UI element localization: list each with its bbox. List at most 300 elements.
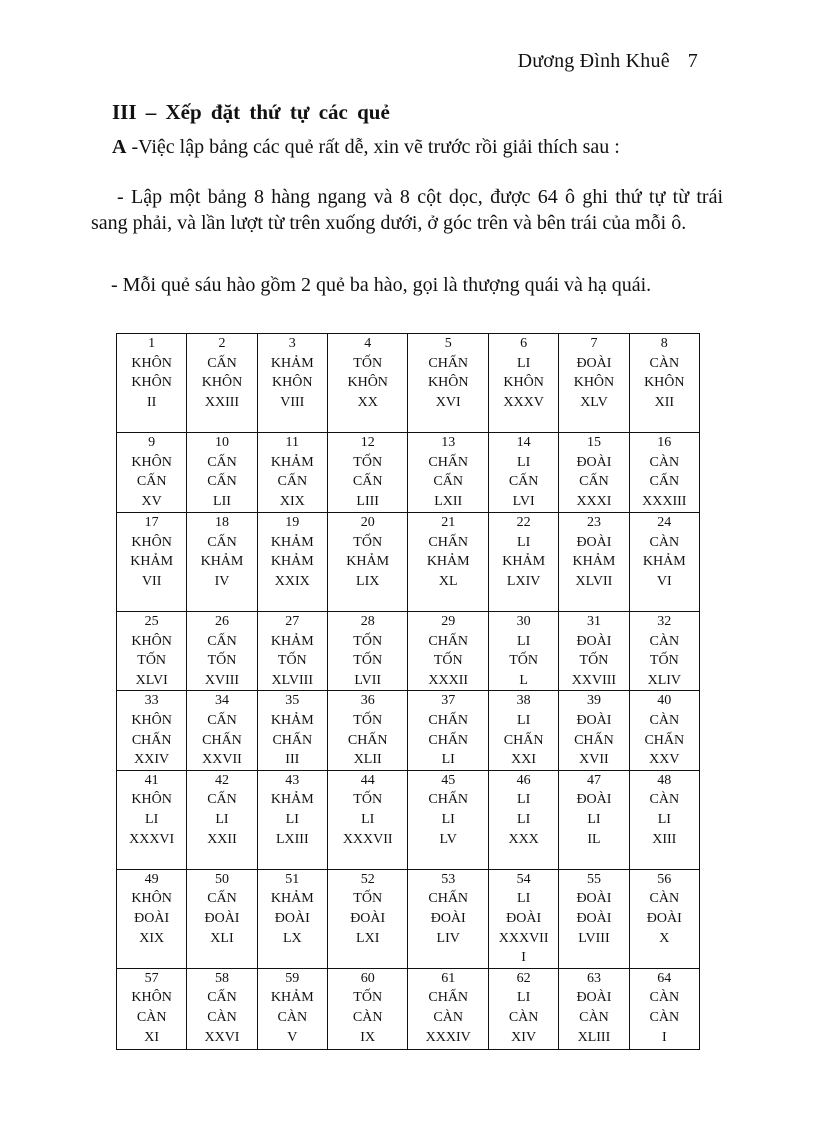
cell-number: 31 [586,614,601,629]
cell-number: 28 [360,614,375,629]
lower-trigram: ĐOÀI [576,910,612,926]
hexagram-cell [187,869,257,968]
upper-trigram: CÀN [649,792,680,808]
hexagram-numeral: IL [587,831,601,847]
lower-trigram: CHẤN [272,732,313,748]
cell-number: 1 [148,336,156,351]
hexagram-numeral: X [659,930,670,946]
hexagram-cell [117,612,187,691]
hexagram-cell [117,334,187,433]
cell-number: 35 [285,693,300,709]
cell-number: 34 [214,693,229,709]
hexagram-cell [408,968,489,1049]
upper-trigram: TỐN [353,891,383,907]
lower-trigram: KHÔN [644,375,685,391]
lower-trigram: TỐN [509,653,539,669]
hexagram-numeral: XX [357,394,378,410]
upper-trigram: KHẢM [270,534,314,550]
hexagram-cell [117,513,187,612]
cell-number: 4 [364,336,372,351]
hexagram-cell [327,513,408,612]
upper-trigram: CHẤN [428,454,469,470]
hexagram-cell [187,612,257,691]
lower-trigram: ĐOÀI [430,910,466,926]
hexagram-cell [408,770,489,869]
lower-trigram: CÀN [277,1009,308,1025]
hexagram-cell [327,334,408,433]
cell-number: 11 [285,435,300,450]
hexagram-numeral: XXXIII [642,493,687,509]
upper-trigram: CẤN [207,792,237,808]
hexagram-cell [187,513,257,612]
cell-number: 21 [441,515,456,530]
hexagram-cell [488,869,558,968]
upper-trigram: KHẢM [270,792,314,808]
cell-number: 39 [586,693,601,709]
upper-trigram: CẤN [207,633,237,649]
cell-number: 58 [214,970,229,986]
lower-trigram: CÀN [433,1009,463,1025]
upper-trigram: KHÔN [131,355,172,371]
hexagram-cell [408,869,489,968]
lower-trigram: KHẢM [426,554,470,570]
cell-number: 36 [360,693,375,709]
hexagram-numeral: XV [141,493,162,509]
hexagram-cell [488,770,558,869]
hexagram-cell [559,770,629,869]
upper-trigram: TỐN [353,355,383,371]
hexagram-cell [327,612,408,691]
cell-number: 37 [441,693,456,709]
hexagram-numeral: XXXV [503,394,544,410]
upper-trigram: TỐN [353,712,383,728]
hexagram-numeral: XII [654,394,675,410]
lower-trigram: KHÔN [272,375,313,391]
hexagram-numeral: XLI [210,930,234,946]
hexagram-cell [488,612,558,691]
hexagram-numeral: XXIV [134,752,170,768]
table-row [117,612,700,691]
hexagram-cell [559,968,629,1049]
cell-number: 29 [441,614,456,629]
hexagram-numeral: XXVII [202,752,242,768]
hexagram-cell [257,612,327,691]
page-header [518,50,698,73]
cell-number: 23 [586,515,601,530]
cell-number: 18 [214,515,229,530]
hexagram-cell [408,433,489,513]
cell-number: 62 [516,970,531,986]
lower-trigram: KHẢM [130,554,174,570]
lower-trigram: CHẤN [131,732,172,748]
hexagram-numeral: XXV [649,752,680,768]
cell-number: 19 [285,515,300,530]
table-row [117,513,700,612]
lower-trigram: ĐOÀI [350,910,386,926]
hexagram-cell [559,869,629,968]
table-row [117,869,700,968]
cell-number: 38 [516,693,531,709]
upper-trigram: KHẢM [270,990,314,1006]
hexagram-cell [327,770,408,869]
upper-trigram: KHÔN [131,712,172,728]
upper-trigram: CẤN [207,891,237,907]
hexagram-cell [117,691,187,770]
lower-trigram: ĐOÀI [506,910,542,926]
paragraph-hexagram-definition: - Mỗi quẻ sáu hào gồm 2 quẻ ba hào, gọi là thượng quái và hạ quái. [111,274,652,296]
hexagram-numeral: XL [438,573,458,589]
cell-number: 41 [144,772,159,788]
cell-number: 50 [214,871,229,887]
cell-number: 44 [360,772,375,788]
cell-number: 20 [360,515,375,530]
lower-trigram: TỐN [579,653,609,669]
upper-trigram: LI [517,454,531,470]
cell-number: 6 [520,336,528,351]
cell-number: 26 [214,614,229,629]
cell-number: 46 [516,772,531,788]
hexagram-table [116,333,700,1050]
hexagram-cell [629,968,699,1049]
lower-trigram: TỐN [137,653,167,669]
upper-trigram: CẤN [207,355,237,371]
hexagram-cell [488,433,558,513]
upper-trigram: ĐOÀI [576,712,612,728]
lower-trigram: KHÔN [201,375,243,391]
upper-trigram: CÀN [649,454,680,470]
hexagram-numeral: XIV [511,1029,537,1045]
hexagram-numeral: XIX [139,930,165,946]
upper-trigram: CÀN [649,534,680,550]
lower-trigram: KHẢM [642,554,686,570]
cell-number: 47 [586,772,601,788]
lower-trigram: CẤN [433,474,463,490]
upper-trigram: TỐN [353,990,383,1006]
upper-trigram: KHÔN [131,454,172,470]
hexagram-numeral: LIII [356,493,379,509]
upper-trigram: ĐOÀI [576,990,612,1006]
lower-trigram: CẤN [277,474,308,490]
hexagram-cell [488,513,558,612]
author-name: Dương Đình Khuê [517,50,670,72]
cell-number: 2 [218,336,226,351]
cell-number: 7 [590,336,598,351]
hexagram-numeral: XLVIII [271,672,314,688]
upper-trigram: LI [517,891,531,907]
hexagram-cell [629,770,699,869]
cell-number: 9 [148,435,156,450]
lower-trigram: LI [441,811,455,827]
upper-trigram: TỐN [353,454,383,470]
lower-trigram: KHẢM [346,554,390,570]
upper-trigram: CÀN [649,355,680,371]
hexagram-numeral: XVI [435,394,461,410]
hexagram-cell [187,691,257,770]
hexagram-numeral: VII [141,573,162,589]
table-row [117,770,700,869]
upper-trigram: KHẢM [270,891,314,907]
hexagram-cell [629,334,699,433]
lower-trigram: CẤN [207,474,237,490]
hexagram-cell [559,612,629,691]
upper-trigram: LI [517,355,531,371]
upper-trigram: LI [517,990,531,1006]
upper-trigram: TỐN [353,633,383,649]
lower-trigram: KHẢM [502,554,546,570]
cell-number: 3 [288,336,296,351]
cell-number: 30 [516,614,531,629]
lower-trigram: CẤN [508,474,539,490]
lower-trigram: LI [361,811,375,827]
hexagram-cell [257,691,327,770]
lower-trigram: CẤN [579,474,609,490]
hexagram-cell [257,334,327,433]
hexagram-cell [257,433,327,513]
upper-trigram: CHẤN [428,792,469,808]
cell-number: 14 [516,435,531,450]
hexagram-numeral: XIX [279,493,305,509]
upper-trigram: CẤN [207,454,237,470]
upper-trigram: KHẢM [270,633,314,649]
hexagram-numeral: XLV [580,394,608,410]
lower-trigram: CÀN [207,1009,237,1025]
hexagram-numeral: XXIII [204,394,240,410]
lower-trigram: CÀN [579,1009,609,1025]
hexagram-cell [408,612,489,691]
cell-number: 60 [360,970,375,986]
cell-number: 63 [586,970,601,986]
lower-trigram: CẤN [136,474,167,490]
lower-trigram: CÀN [508,1009,539,1025]
hexagram-numeral: XLII [353,752,382,768]
hexagram-cell [117,968,187,1049]
hexagram-numeral: LIV [436,930,460,946]
table-row [117,334,700,433]
hexagram-numeral: XXXI [576,493,612,509]
lower-trigram: CÀN [136,1009,167,1025]
lower-trigram: LI [145,811,159,827]
table-row [117,968,700,1049]
hexagram-numeral: XXII [207,831,237,847]
upper-trigram: TỐN [353,534,383,550]
upper-trigram: CÀN [649,712,680,728]
hexagram-cell [629,433,699,513]
cell-number: 10 [214,435,229,450]
hexagram-numeral: LVII [354,672,382,688]
hexagram-numeral: LXI [356,930,380,946]
lower-trigram: LI [285,811,299,827]
hexagram-numeral: XVII [579,752,609,768]
hexagram-numeral: XIII [652,831,677,847]
lower-trigram: CÀN [352,1009,383,1025]
hexagram-numeral: XXX [508,831,539,847]
cell-number: 61 [441,970,456,986]
hexagram-numeral: XXI [511,752,537,768]
cell-number: 22 [516,515,531,530]
hexagram-numeral: LXIV [506,573,541,589]
hexagram-numeral: VI [656,573,672,589]
hexagram-numeral: LII [213,493,231,509]
cell-number: 48 [657,772,672,788]
cell-number: 43 [285,772,300,788]
hexagram-numeral: LXIII [275,831,309,847]
upper-trigram: CÀN [649,990,680,1006]
lower-trigram: CHẤN [644,732,685,748]
hexagram-numeral: IV [214,573,230,589]
upper-trigram: ĐOÀI [576,891,612,907]
hexagram-numeral: LI [441,752,455,768]
upper-trigram: ĐOÀI [576,355,612,371]
hexagram-numeral: XLVI [135,672,168,688]
cell-number: 55 [586,871,601,887]
lower-trigram: LI [657,811,671,827]
hexagram-numeral: XLIV [647,672,682,688]
cell-number: 17 [144,515,159,530]
lower-trigram: KHẢM [270,554,314,570]
section-title: III – Xếp đặt thứ tự các quẻ [112,100,390,124]
upper-trigram: KHẢM [270,454,314,470]
lower-trigram: CHẤN [202,732,242,748]
hexagram-cell [187,433,257,513]
page-number: 7 [687,50,698,72]
upper-trigram: CHẤN [428,891,469,907]
cell-number: 33 [144,693,159,709]
hexagram-numeral: VIII [280,394,305,410]
hexagram-numeral: XXVIII [571,672,617,688]
lower-trigram: CHẤN [503,732,544,748]
upper-trigram: LI [517,792,531,808]
paragraph-label: A [112,136,127,158]
cell-number: 25 [144,614,159,629]
hexagram-cell [327,869,408,968]
lower-trigram: KHÔN [573,375,615,391]
lower-trigram: LI [215,811,229,827]
cell-number: 15 [586,435,601,450]
upper-trigram: ĐOÀI [576,534,612,550]
lower-trigram: TỐN [353,653,383,669]
paragraph-intro [112,134,722,160]
lower-trigram: ĐOÀI [274,910,310,926]
hexagram-table-body [117,334,700,1050]
hexagram-cell [187,770,257,869]
upper-trigram: CẤN [207,990,237,1006]
hexagram-cell [408,691,489,770]
lower-trigram: TỐN [207,653,237,669]
hexagram-numeral: XI [144,1029,160,1045]
cell-number: 59 [285,970,300,986]
hexagram-cell [559,513,629,612]
upper-trigram: KHÔN [131,990,172,1006]
upper-trigram: ĐOÀI [576,792,612,808]
upper-trigram: CẤN [207,534,237,550]
cell-number: 53 [441,871,456,887]
cell-number: 52 [360,871,375,887]
hexagram-cell [117,770,187,869]
lower-trigram: CHẤN [574,732,614,748]
hexagram-numeral: XXXII [428,672,469,688]
hexagram-cell [488,691,558,770]
cell-number: 40 [657,693,672,709]
hexagram-cell [488,334,558,433]
hexagram-numeral: XXXVII [498,930,549,946]
upper-trigram: KHẢM [270,712,314,728]
hexagram-numeral: XXXIV [425,1029,471,1045]
upper-trigram: TỐN [353,792,383,808]
lower-trigram: KHÔN [427,375,469,391]
hexagram-cell [559,691,629,770]
lower-trigram: KHẢM [572,554,616,570]
hexagram-numeral: LXII [434,493,463,509]
upper-trigram: CÀN [649,891,680,907]
hexagram-cell [257,770,327,869]
hexagram-cell [408,334,489,433]
upper-trigram: KHẢM [270,355,314,371]
hexagram-numeral: XXIX [274,573,310,589]
cell-number: 64 [657,970,672,986]
lower-trigram: CHẤN [428,732,469,748]
upper-trigram: ĐOÀI [576,633,612,649]
hexagram-cell [187,334,257,433]
hexagram-cell [327,433,408,513]
hexagram-cell [117,869,187,968]
hexagram-numeral: II [146,394,157,410]
hexagram-numeral: L [519,672,528,688]
hexagram-numeral: XXXVI [129,831,175,847]
upper-trigram: CẤN [207,712,237,728]
cell-number: 16 [657,435,672,450]
hexagram-cell [629,513,699,612]
hexagram-numeral-continued: I [521,950,526,966]
hexagram-cell [257,968,327,1049]
hexagram-cell [257,513,327,612]
hexagram-cell [559,433,629,513]
hexagram-cell [187,968,257,1049]
cell-number: 12 [360,435,375,450]
hexagram-cell [629,869,699,968]
lower-trigram: KHẢM [200,554,244,570]
hexagram-cell [408,513,489,612]
upper-trigram: CÀN [649,633,680,649]
hexagram-cell [629,691,699,770]
table-row [117,433,700,513]
lower-trigram: LI [517,811,531,827]
lower-trigram: CẤN [352,474,383,490]
upper-trigram: LI [517,633,531,649]
cell-number: 5 [444,336,452,351]
cell-number: 51 [285,871,300,887]
hexagram-numeral: LVI [512,493,535,509]
hexagram-numeral: LVIII [578,930,610,946]
lower-trigram: ĐOÀI [204,910,240,926]
cell-number: 32 [657,614,672,629]
lower-trigram: TỐN [649,653,679,669]
hexagram-numeral: LV [439,831,457,847]
lower-trigram: TỐN [433,653,463,669]
hexagram-cell [117,433,187,513]
cell-number: 49 [144,871,159,887]
hexagram-numeral: LX [282,930,302,946]
cell-number: 13 [441,435,456,450]
cell-number: 56 [657,871,672,887]
hexagram-numeral: IX [360,1029,376,1045]
lower-trigram: KHÔN [131,375,172,391]
upper-trigram: KHÔN [131,534,172,550]
upper-trigram: KHÔN [131,792,172,808]
hexagram-numeral: XLVII [575,573,613,589]
cell-number: 24 [657,515,672,530]
hexagram-cell [629,612,699,691]
hexagram-cell [257,869,327,968]
